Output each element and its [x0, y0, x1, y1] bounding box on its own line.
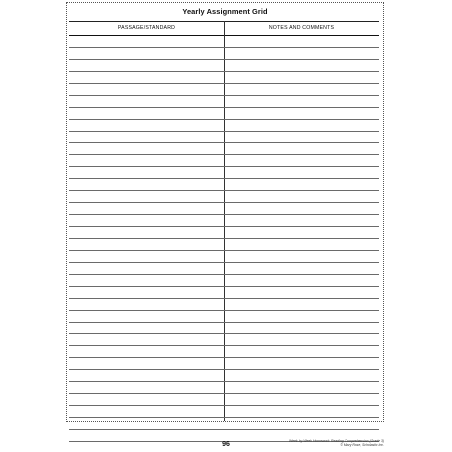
footer-credit-line-2: © Mary Rose, Scholastic Inc. [340, 443, 384, 448]
grid-row [69, 382, 379, 394]
grid-row [69, 179, 379, 191]
grid-row [69, 239, 379, 251]
grid-row [69, 60, 379, 72]
grid-row [69, 299, 379, 311]
grid-row [69, 263, 379, 275]
grid-row [69, 323, 379, 335]
column-header-passage-standard: PASSAGE/STANDARD [117, 25, 176, 31]
page-number: 96 [222, 441, 230, 448]
grid-row [69, 358, 379, 370]
grid-row [69, 275, 379, 287]
grid-row [69, 394, 379, 406]
grid-row [69, 132, 379, 144]
page-title: Yearly Assignment Grid [182, 7, 268, 16]
grid-row [69, 96, 379, 108]
grid-row [69, 48, 379, 60]
grid-row [69, 334, 379, 346]
grid-row [69, 155, 379, 167]
footer-credit [289, 439, 384, 447]
grid-row [69, 346, 379, 358]
grid-row [69, 251, 379, 263]
grid-row [69, 108, 379, 120]
grid-row [69, 191, 379, 203]
column-header-notes-comments: NOTES AND COMMENTS [268, 25, 335, 31]
grid-row [69, 72, 379, 84]
grid-row [69, 143, 379, 155]
grid-row [69, 287, 379, 299]
grid-row [69, 203, 379, 215]
grid-row [69, 406, 379, 418]
grid-row [69, 167, 379, 179]
assignment-grid [69, 21, 379, 421]
grid-row [69, 311, 379, 323]
grid-row [69, 227, 379, 239]
grid-row [69, 370, 379, 382]
grid-rows [69, 36, 379, 442]
grid-row [69, 84, 379, 96]
grid-row [69, 418, 379, 430]
grid-row [69, 215, 379, 227]
footer-credit-line-1: Week-by-Week Homework: Reading Comprehension (Grade 3) [288, 439, 384, 443]
grid-row [69, 120, 379, 132]
grid-row [69, 36, 379, 48]
